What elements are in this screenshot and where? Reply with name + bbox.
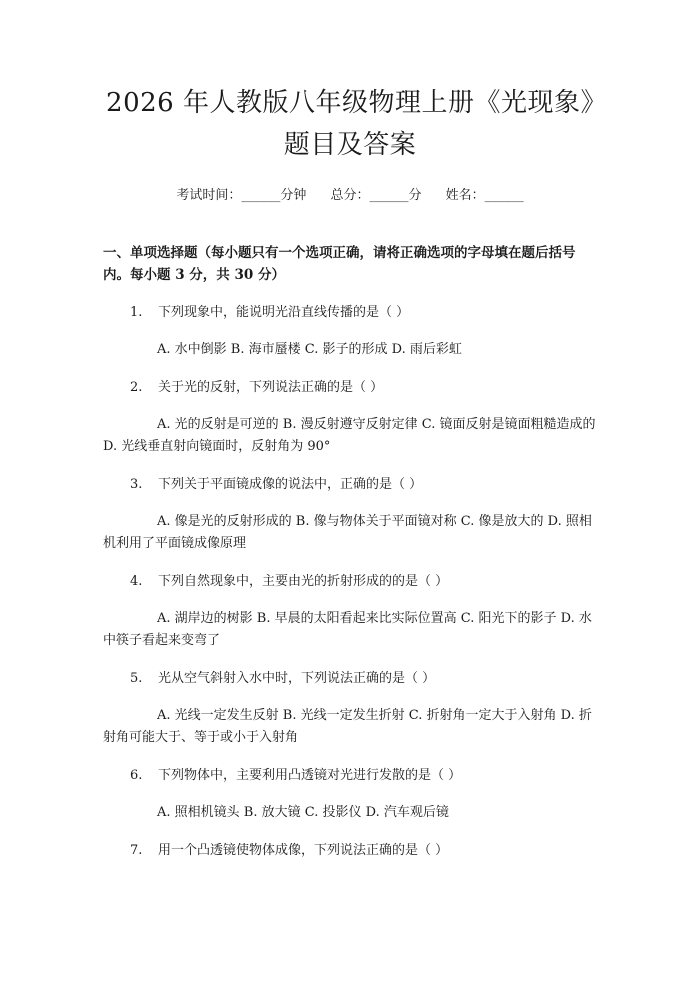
question-options: A. 照相机镜头 B. 放大镜 C. 投影仪 D. 汽车观后镜 bbox=[157, 805, 449, 820]
question-options: A. 水中倒影 B. 海市蜃楼 C. 影子的形成 D. 雨后彩虹 bbox=[157, 342, 462, 357]
question-item bbox=[103, 841, 597, 861]
document-title: 2026 年人教版八年级物理上册《光现象》题目及答案 bbox=[106, 88, 594, 160]
question-stem: 下列关于平面镜成像的说法中，正确的是（ ） bbox=[158, 477, 423, 492]
exam-time: 考试时间：______分钟 bbox=[176, 188, 307, 203]
question-stem: 用一个凸透镜使物体成像，下列说法正确的是（ ） bbox=[158, 843, 449, 858]
question-stem: 下列物体中，主要利用凸透镜对光进行发散的是（ ） bbox=[158, 768, 462, 783]
question-number: 1. bbox=[130, 305, 143, 320]
exam-info bbox=[103, 186, 597, 206]
question-stem: 关于光的反射，下列说法正确的是（ ） bbox=[158, 380, 384, 395]
document-page bbox=[0, 82, 700, 987]
question-number: 6. bbox=[130, 768, 143, 783]
question-options: A. 湖岸边的树影 B. 早晨的太阳看起来比实际位置高 C. 阳光下的影子 D. 水中筷子看起来变弯了 bbox=[103, 611, 592, 648]
question-item bbox=[103, 669, 597, 749]
question-stem: 光从空气斜射入水中时，下列说法正确的是（ ） bbox=[158, 671, 436, 686]
question-item bbox=[103, 303, 597, 361]
question-number: 2. bbox=[130, 380, 143, 395]
question-number: 3. bbox=[130, 477, 143, 492]
section-heading: 一、单项选择题（每小题只有一个选项正确，请将正确选项的字母填在题后括号内。每小题 3 分，共 30 分） bbox=[103, 245, 576, 283]
question-number: 4. bbox=[130, 574, 143, 589]
question-stem: 下列自然现象中，主要由光的折射形成的的是（ ） bbox=[158, 574, 449, 589]
question-options: A. 光的反射是可逆的 B. 漫反射遵守反射定律 C. 镜面反射是镜面粗糙造成的 D. 光线垂直射向镜面时，反射角为 90° bbox=[103, 417, 596, 454]
question-list bbox=[103, 303, 597, 861]
question-item bbox=[103, 572, 597, 652]
question-number: 5. bbox=[130, 671, 143, 686]
question-options: A. 光线一定发生反射 B. 光线一定发生折射 C. 折射角一定大于入射角 D. 折射角可能大于、等于或小于入射角 bbox=[103, 708, 592, 745]
question-item bbox=[103, 475, 597, 555]
total-score: 总分：______分 bbox=[330, 188, 422, 203]
student-name: 姓名：______ bbox=[445, 188, 524, 203]
question-item bbox=[103, 378, 597, 458]
question-stem: 下列现象中，能说明光沿直线传播的是（ ） bbox=[158, 305, 410, 320]
question-item bbox=[103, 766, 597, 824]
question-number: 7. bbox=[130, 843, 143, 858]
question-options: A. 像是光的反射形成的 B. 像与物体关于平面镜对称 C. 像是放大的 D. 照相机利用了平面镜成像原理 bbox=[103, 514, 592, 551]
